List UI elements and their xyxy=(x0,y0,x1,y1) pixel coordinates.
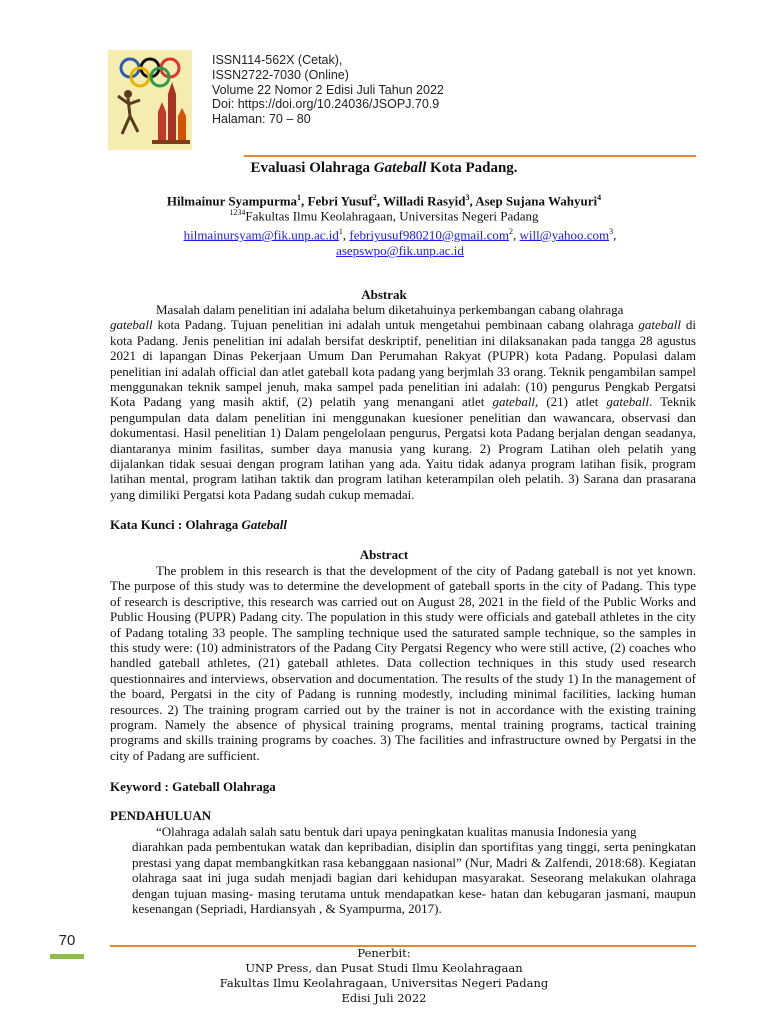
email-link[interactable]: asepswpo@fik.unp.ac.id xyxy=(336,243,464,259)
keyword: Keyword : Gateball Olahraga xyxy=(110,779,276,794)
journal-logo xyxy=(108,50,192,150)
email-list: $hilmainursyam@fik.unp.ac.id^1$, febriyusuf980210@gmail.com$^2$, will@yahoo.com$^3$, asepswpo@fik.unp.ac.id xyxy=(183,227,617,259)
abstrak-heading: Abstrak xyxy=(361,287,407,302)
olympic-rings-icon xyxy=(108,50,192,150)
page-range: Halaman: 70 – 80 xyxy=(212,112,311,127)
author-name: Febri Yusuf xyxy=(307,193,373,209)
issn-online: ISSN2722-7030 (Online) xyxy=(212,67,349,82)
edition-line: Edisi Juli 2022 xyxy=(341,991,427,1005)
volume-info: Volume 22 Nomor 2 Edisi Juli Tahun 2022 xyxy=(212,82,444,97)
email-link[interactable]: hilmainursyam@fik.unp.ac.id xyxy=(183,227,339,243)
author-list: Hilmainur Syampurma$^1$, Febri Yusuf$^2$, Willadi Rasyid$^3$, Asep Sujana Wahyuri$^4$ xyxy=(166,193,602,209)
abstrak-body: Masalah dalam penelitian ini adalaha belum diketahuinya perkembangan cabang olahraga gateball kota Padang. Tujuan penelitian ini adalah untuk mengetahui pembinaan cabang olahraga gateball di kota Padang. Jenis penelitian ini adalah bersifat deskriptif, penelitian ini dilaksanakan pada tangga 28 agustus 2021 di lapangan Dinas Pekerjaan Umum Dan Perumahan Rakyat (PUPR) kota Padang. Populasi dalam penelitian ini adalah official dan atlet gateball kota padang yang berjmlah 33 orang. Teknik pengambilan sampel menggunakan teknik sampel jenuh, maka sampel pada penelitian ini adalah: (10) pengurus Pengkab Pergatsi Kota Padang yang masih aktif, (2) pelatih yang menangani atlet gateball, (21) atlet gateball. Teknik pengumpulan data dalam penelitian ini menggunakan kuesioner penelitian dan wawancara, observasi dan dokumentasi. Hasil penelitian 1) Dalam pengelolaan pengurus, Pergatsi kota Padang berjalan dengan seadanya, diantaranya minim fasilitas, sumber daya manusia yang kurang. 2) Program Latihan oleh pelatih yang dijalankan tidak sesuai dengan program latihan yang ada. Yaitu tidak adanya program latihan fisik, program latihan mental, program latihan taktik dan program latihan keterampilan oleh pelatih. 3) Sarana dan prasarana yang dimiliki Pergatsi kota Padang sudah cukup memadai. xyxy=(110,302,696,502)
email-link[interactable]: febriyusuf980210@gmail.com xyxy=(349,227,510,243)
doi-info[interactable]: Doi: https://doi.org/10.24036/JSOPJ.70.9 xyxy=(212,97,440,112)
abstract-heading: Abstract xyxy=(359,547,409,562)
pendahuluan-heading: PENDAHULUAN xyxy=(110,808,212,823)
issn-print: ISSN114-562X (Cetak), xyxy=(212,53,343,67)
author-name: Willadi Rasyid xyxy=(382,193,466,209)
publisher-line: UNP Press, dan Pusat Studi Ilmu Keolahragaan xyxy=(245,961,523,975)
publisher-footer xyxy=(0,946,768,1006)
author-name: Asep Sujana Wahyuri xyxy=(475,193,598,209)
email-link[interactable]: will@yahoo.com xyxy=(519,227,610,243)
publisher-label: Penerbit: xyxy=(357,946,411,960)
pendahuluan-body: “Olahraga adalah salah satu bentuk dari upaya peningkatan kualitas manusia Indonesia yang diarahkan pada pembentukan watak dan kepribadian, disiplin dan sportifitas yang tinggi, serta peningkatan prestasi yang dapat membangkitkan rasa kebanggaan nasional” (Nur, Madri & Zalfendi, 2018:68). Kegiatan olahraga saat ini juga sudah menjadi bagian dari kehidupan masyarakat. Seseorang melakukan olahraga dengan tujuan masing- masing terutama untuk mendapatkan kese- hatan dan kebugaran jasmani, maupun kesenangan (Sepriadi, Hardiansyah , & Syampurma, 2017). xyxy=(132,824,696,917)
page-number: 70 xyxy=(58,932,76,949)
abstract-body: The problem in this research is that the development of the city of Padang gateball is not yet known. The purpose of this study was to determine the development of gateball sports in the city of Padang. This type of research is descriptive, this research was carried out on August 28, 2021 in the field of the Public Works and Public Housing (PUPR) Padang city. The population in this study were officials and gateball athletes in the city of Padang totaling 33 people. The sampling technique used the saturated sample technique, so the samples in this study were: (10) administrators of the Padang City Pergatsi Regency who were still active, (2) coaches who handled gateball athletes, (21) gateball athletes. Data collection techniques in this study used research questionnaires and interviews, observation and documentation. The results of the study 1) In the management of the board, Pergatsi in the city of Padang is running modestly, including minimal facilities, lacking human resources. 2) The training program carried out by the trainer is not in accordance with the existing training program. Namely the absence of physical training programs, mental training programs, tactical training programs and skills training programs by coaches. 3) The facilities and infrastructure owned by Pergatsi in the city of Padang are sufficient. xyxy=(110,563,696,763)
kata-kunci: Kata Kunci : Olahraga Gateball xyxy=(110,517,287,532)
title-rule xyxy=(244,155,696,157)
paper-title: Evaluasi Olahraga Gateball Kota Padang. xyxy=(250,160,518,176)
journal-header-info xyxy=(212,53,444,127)
author-name: Hilmainur Syampurma xyxy=(166,193,298,209)
publisher-line: Fakultas Ilmu Keolahragaan, Universitas Negeri Padang xyxy=(219,976,549,990)
affiliation: $^{1234}$Fakultas Ilmu Keolahragaan, Universitas Negeri Padang xyxy=(229,208,539,224)
